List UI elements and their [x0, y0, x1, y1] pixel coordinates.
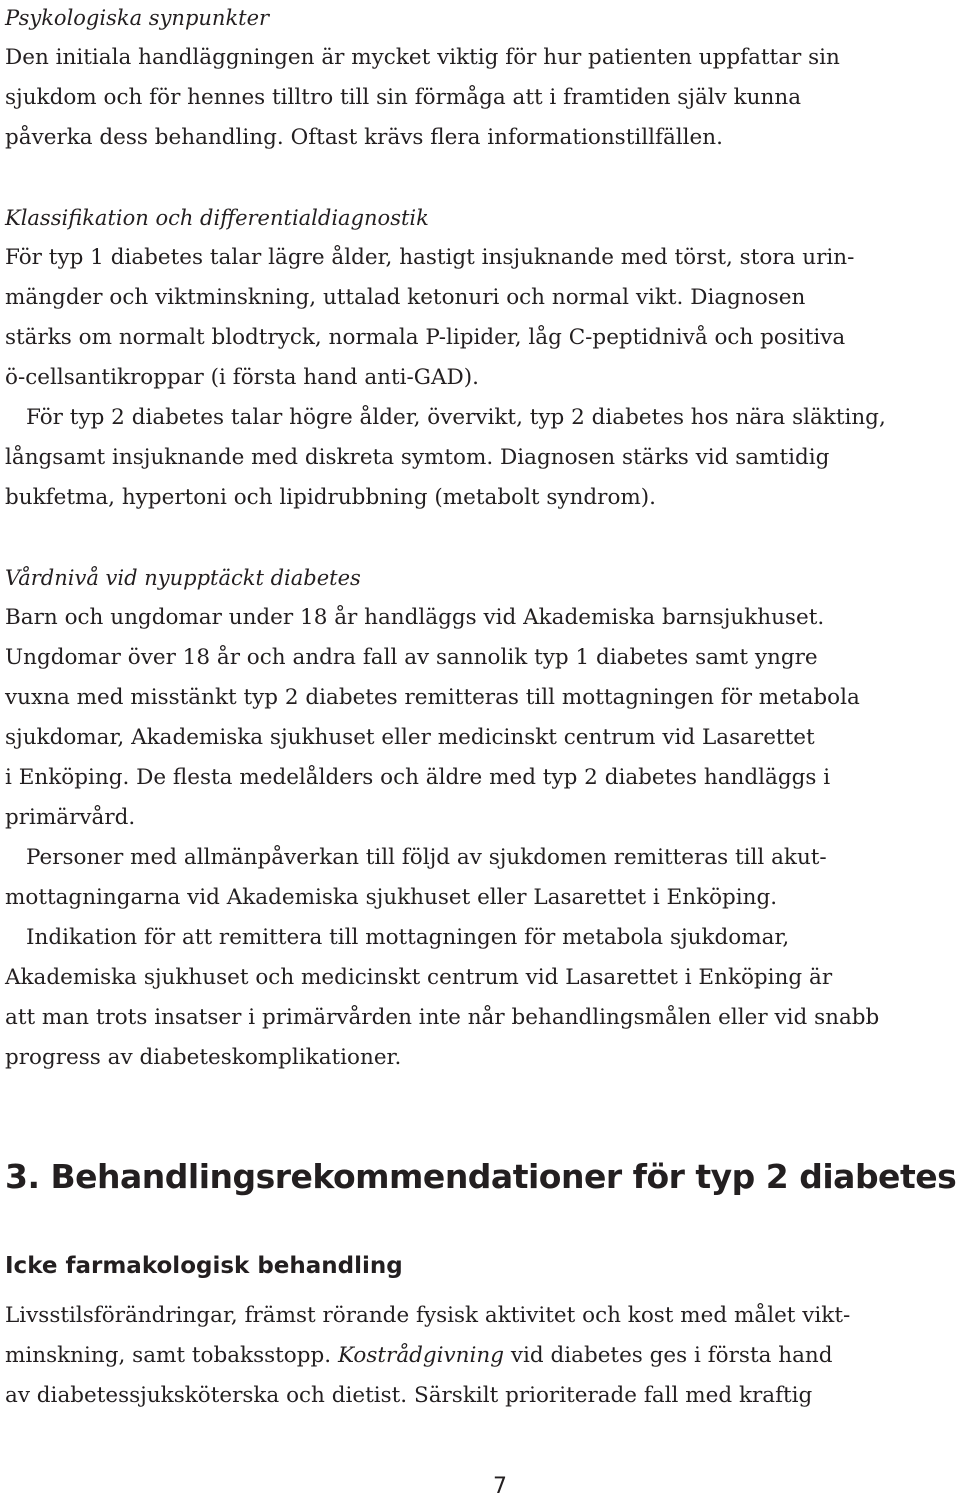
text-run: vid diabetes ges i första hand: [504, 1343, 833, 1368]
chapter-heading-block: [5, 1152, 955, 1202]
section-heading: Psykologiska synpunkter: [5, 6, 270, 30]
section-psykologiska: [5, 0, 955, 158]
text-line: För typ 1 diabetes talar lägre ålder, hastigt insjuknande med törst, stora urin-: [5, 245, 855, 270]
text-line: stärks om normalt blodtryck, normala P-lipider, låg C-peptidnivå och positiva: [5, 325, 846, 350]
text-line: av diabetessjuksköterska och dietist. Särskilt prioriterade fall med kraftig: [5, 1383, 813, 1408]
text-line: sjukdomar, Akademiska sjukhuset eller medicinskt centrum vid Lasarettet: [5, 725, 815, 750]
text-line: Indikation för att remittera till mottagningen för metabola sjukdomar,: [26, 925, 790, 950]
text-run: minskning, samt tobaksstopp.: [5, 1343, 338, 1368]
text-line: påverka dess behandling. Oftast krävs flera informationstillfällen.: [5, 125, 723, 150]
subsection-heading: Icke farmakologisk behandling: [5, 1253, 403, 1279]
text-line: Ungdomar över 18 år och andra fall av sannolik typ 1 diabetes samt yngre: [5, 645, 818, 670]
text-line: långsamt insjuknande med diskreta symtom. Diagnosen stärks vid samtidig: [5, 445, 830, 470]
text-line: bukfetma, hypertoni och lipidrubbning (metabolt syndrom).: [5, 485, 657, 510]
text-line: i Enköping. De flesta medelålders och äldre med typ 2 diabetes handläggs i: [5, 765, 831, 790]
section-klassifikation: [5, 198, 955, 518]
section-heading: Klassifikation och differentialdiagnostik: [5, 206, 429, 230]
text-line: Personer med allmänpåverkan till följd av sjukdomen remitteras till akut-: [26, 845, 827, 870]
text-line: mottagningarna vid Akademiska sjukhuset eller Lasarettet i Enköping.: [5, 885, 778, 910]
section-icke-body: [5, 1296, 955, 1416]
text-line: att man trots insatser i primärvården inte når behandlingsmålen eller vid snabb: [5, 1005, 880, 1030]
text-line: Barn och ungdomar under 18 år handläggs vid Akademiska barnsjukhuset.: [5, 605, 825, 630]
page-number: 7: [493, 1474, 507, 1499]
text-line: Livsstilsförändringar, främst rörande fysisk aktivitet och kost med målet vikt-: [5, 1303, 851, 1328]
text-line-mixed: [5, 1336, 955, 1376]
text-line: ö-cellsantikroppar (i första hand anti-GAD).: [5, 365, 479, 390]
chapter-title: 3. Behandlingsrekommendationer för typ 2 diabetes: [5, 1157, 957, 1196]
text-line: progress av diabeteskomplikationer.: [5, 1045, 402, 1070]
text-line: mängder och viktminskning, uttalad ketonuri och normal vikt. Diagnosen: [5, 285, 806, 310]
text-line: Akademiska sjukhuset och medicinskt centrum vid Lasarettet i Enköping är: [5, 965, 833, 990]
text-line: Den initiala handläggningen är mycket viktig för hur patienten uppfattar sin: [5, 45, 840, 70]
section-heading: Vårdnivå vid nyupptäckt diabetes: [5, 566, 361, 590]
emphasis-kostradgivning: Kostrådgivning: [337, 1343, 505, 1368]
text-line: vuxna med misstänkt typ 2 diabetes remitteras till mottagningen för metabola: [5, 685, 860, 710]
text-line: sjukdom och för hennes tilltro till sin förmåga att i framtiden själv kunna: [5, 85, 802, 110]
section-icke-farmakologisk: [5, 1246, 955, 1286]
section-vardniva: [5, 558, 955, 1078]
text-line: primärvård.: [5, 805, 136, 830]
text-line: För typ 2 diabetes talar högre ålder, övervikt, typ 2 diabetes hos nära släkting,: [26, 405, 886, 430]
